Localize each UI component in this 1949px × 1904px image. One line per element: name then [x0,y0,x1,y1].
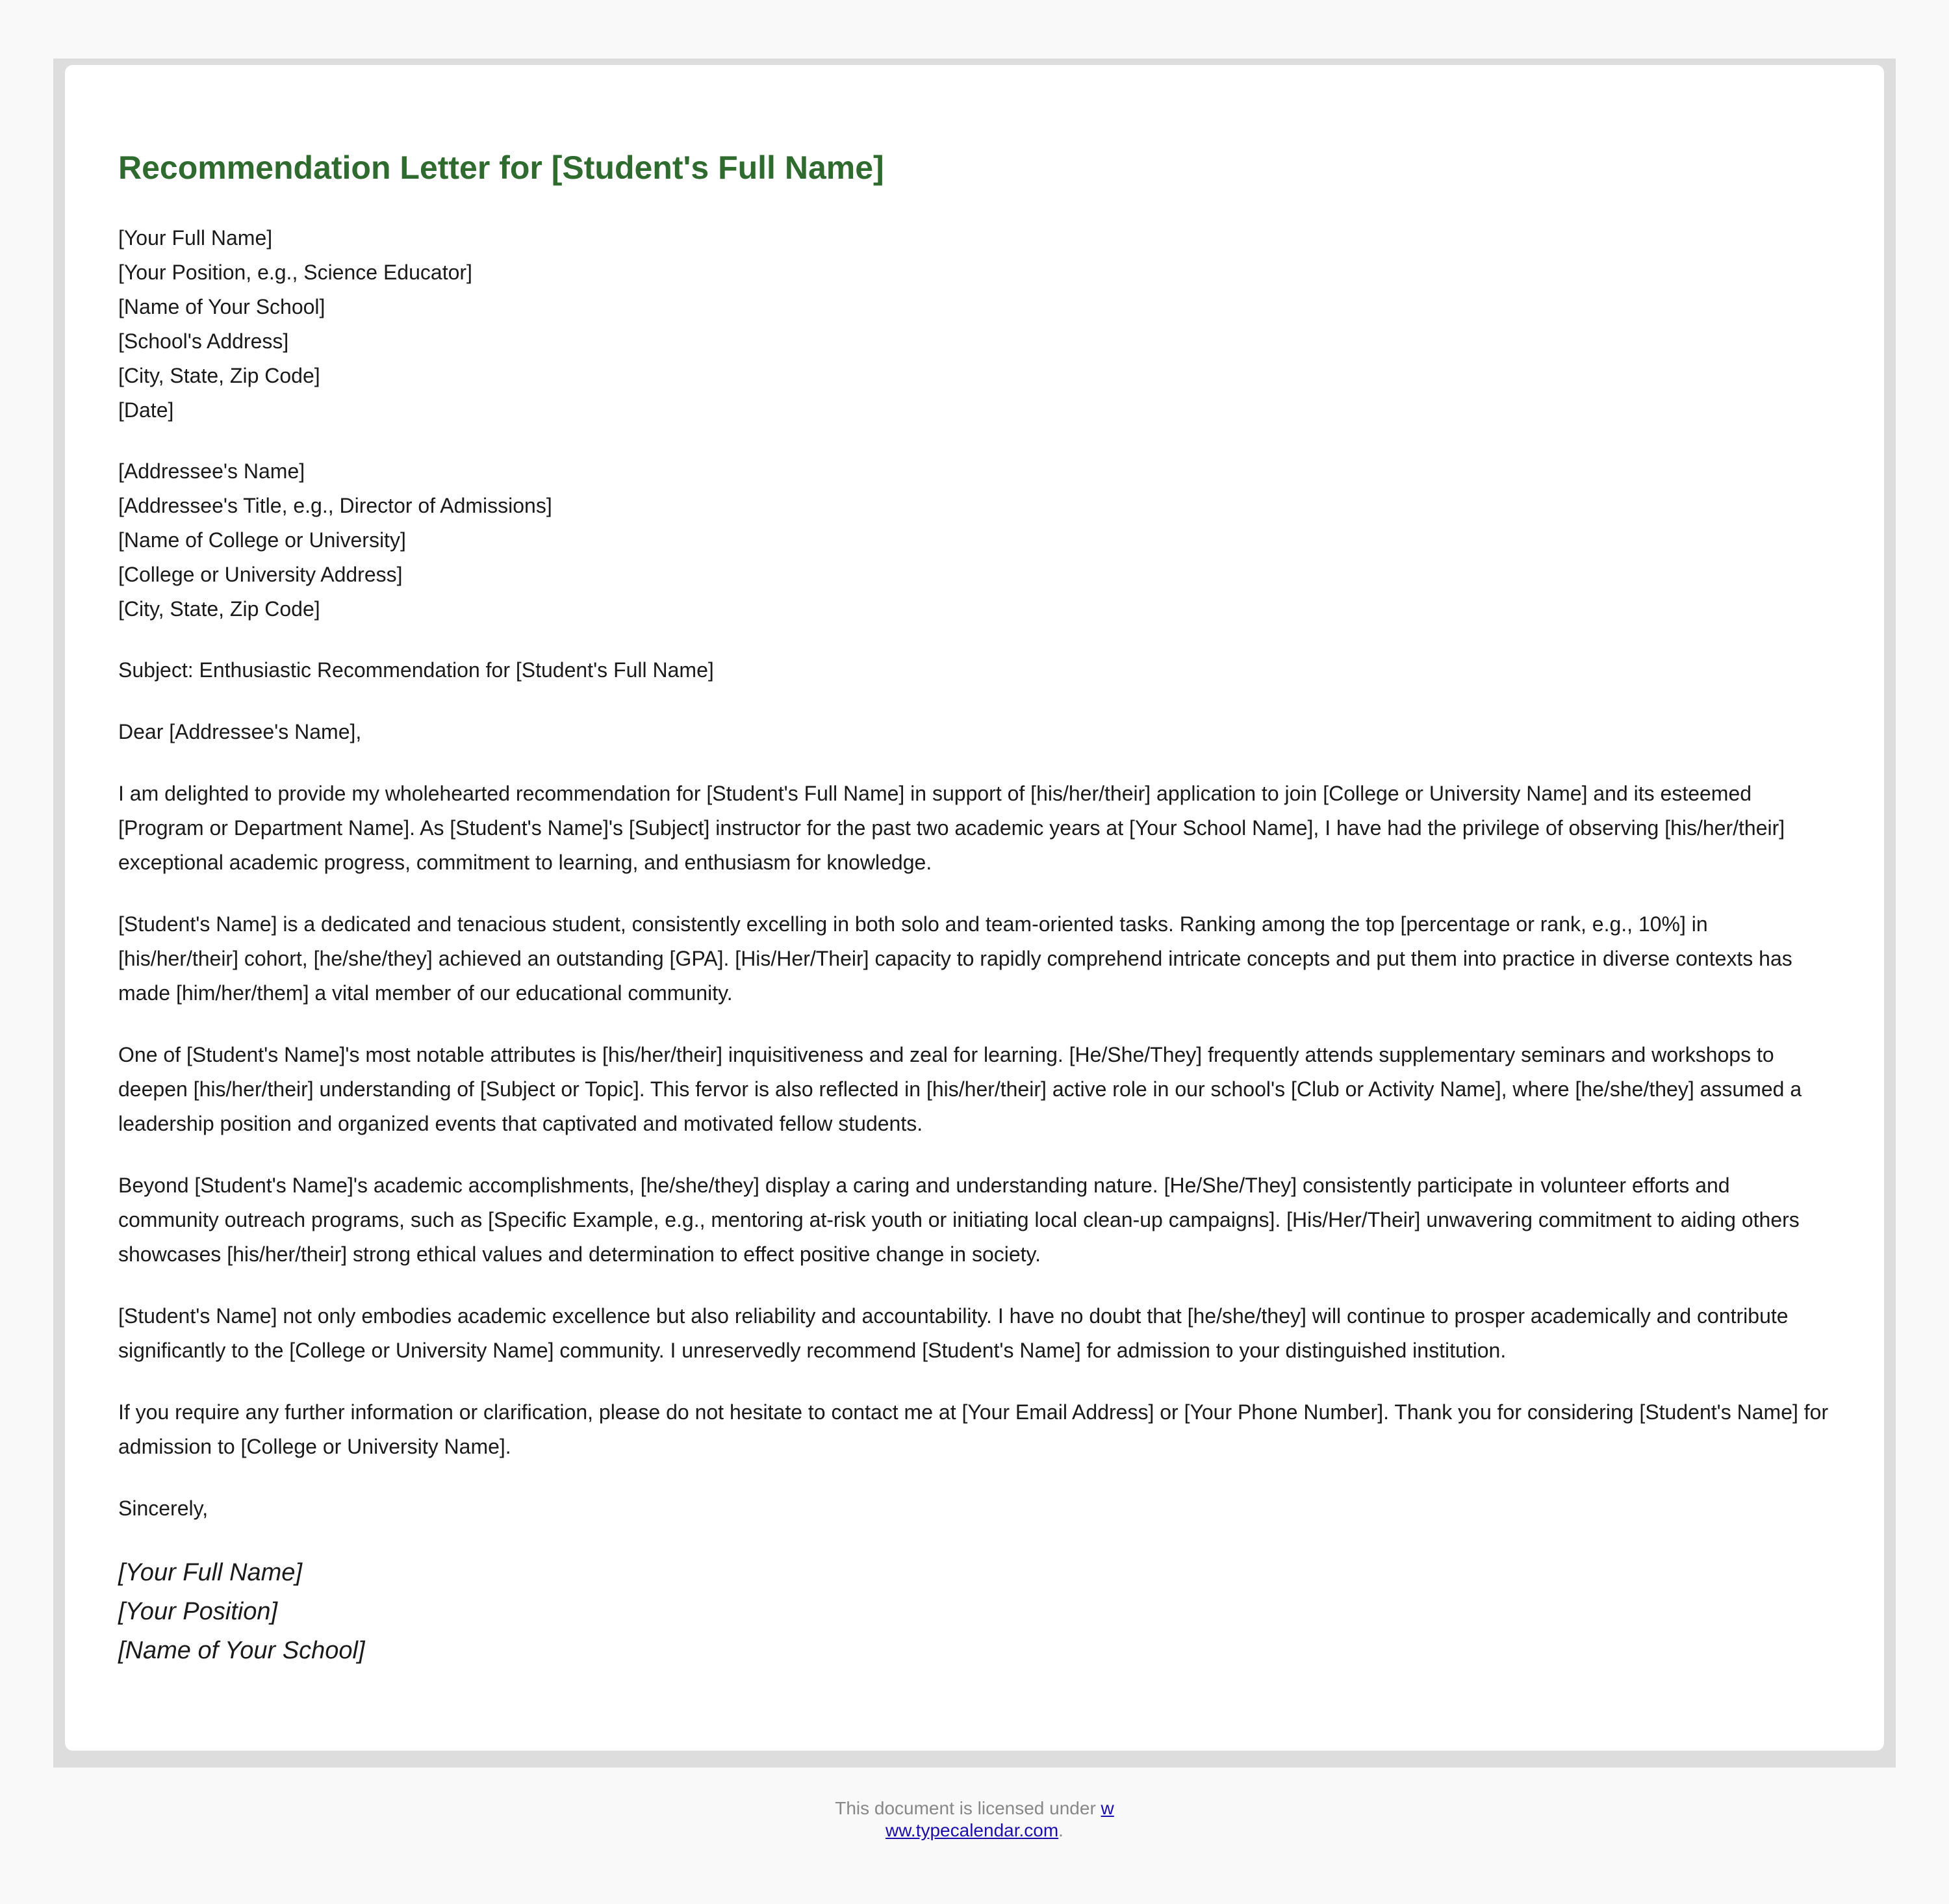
sender-name: [Your Full Name] [118,226,273,250]
document-frame [53,58,1896,1768]
license-footer-line-2 [0,1820,1949,1842]
body-paragraph-6: If you require any further information or clarification, please do not hesitate to contact me at [Your Email Address] or [Your Phone Number]. Thank you for considering [Student's Name] for admission to [College or University Name]. [118,1400,1829,1458]
sender-school-address: [School's Address] [118,329,289,353]
body-paragraph-2: [Student's Name] is a dedicated and tenacious student, consistently excelling in both solo and team-oriented tasks. Ranking among the top [percentage or rank, e.g., 10%] in [his/her/their] cohort, [he/she/they] achieved an outstanding [GPA]. [His/Her/Their] capacity to rapidly comprehend intricate concepts and put them into practice in diverse contexts has made [him/her/them] a vital member of our educational community. [118,912,1792,1005]
license-link-part-1[interactable]: w [1101,1798,1114,1818]
letter-salutation: Dear [Addressee's Name], [118,720,362,743]
recipient-name: [Addressee's Name] [118,459,305,483]
license-footer [0,1797,1949,1842]
body-paragraph-4: Beyond [Student's Name]'s academic accomplishments, [he/she/they] display a caring and understanding nature. [He/She/They] consistently participate in volunteer efforts and community outreach programs, such as [Specific Example, e.g., mentoring at-risk youth or initiating local clean-up campaigns]. [His/Her/Their] unwavering commitment to aiding others showcases [his/her/their] strong ethical values and determination to effect positive change in society. [118,1174,1800,1266]
recipient-title: [Addressee's Title, e.g., Director of Admissions] [118,494,552,517]
sender-address-block [118,221,1831,428]
recipient-address-block [118,454,1831,626]
recipient-institution: [Name of College or University] [118,528,406,552]
recipient-address: [College or University Address] [118,563,403,586]
signature-school: [Name of Your School] [118,1637,365,1664]
recipient-city-state-zip: [City, State, Zip Code] [118,597,320,621]
sender-position: [Your Position, e.g., Science Educator] [118,261,472,284]
license-link-part-2[interactable]: ww.typecalendar.com [885,1820,1059,1840]
signature-position: [Your Position] [118,1598,278,1625]
signature-name: [Your Full Name] [118,1559,302,1586]
body-paragraph-3: One of [Student's Name]'s most notable attributes is [his/her/their] inquisitiveness and zeal for learning. [He/She/They] frequently attends supplementary seminars and workshops to deepen [his/her/their] understanding of [Subject or Topic]. This fervor is also reflected in [his/her/their] active role in our school's [Club or Activity Name], where [he/she/they] assumed a leadership position and organized events that captivated and motivated fellow students. [118,1043,1802,1135]
signature-block [118,1553,1831,1670]
letter-date: [Date] [118,398,174,422]
license-footer-line-1 [0,1797,1949,1820]
sender-school: [Name of Your School] [118,295,325,318]
letter-page [65,65,1884,1751]
letter-subject: Subject: Enthusiastic Recommendation for [Student's Full Name] [118,658,714,682]
letter-title: Recommendation Letter for [Student's Full Name] [118,149,884,186]
letter-closing: Sincerely, [118,1497,209,1520]
license-end-period: . [1058,1820,1064,1840]
sender-city-state-zip: [City, State, Zip Code] [118,364,320,387]
body-paragraph-1: I am delighted to provide my wholehearted recommendation for [Student's Full Name] in support of [his/her/their] application to join [College or University Name] and its esteemed [Program or Department Name]. As [Student's Name]'s [Subject] instructor for the past two academic years at [Your School Name], I have had the privilege of observing [his/her/their] exceptional academic progress, commitment to learning, and enthusiasm for knowledge. [118,782,1785,874]
license-text: This document is licensed under [835,1798,1101,1818]
body-paragraph-5: [Student's Name] not only embodies academic excellence but also reliability and accountability. I have no doubt that [he/she/they] will continue to prosper academically and contribute significantly to the [College or University Name] community. I unreservedly recommend [Student's Name] for admission to your distinguished institution. [118,1304,1789,1362]
